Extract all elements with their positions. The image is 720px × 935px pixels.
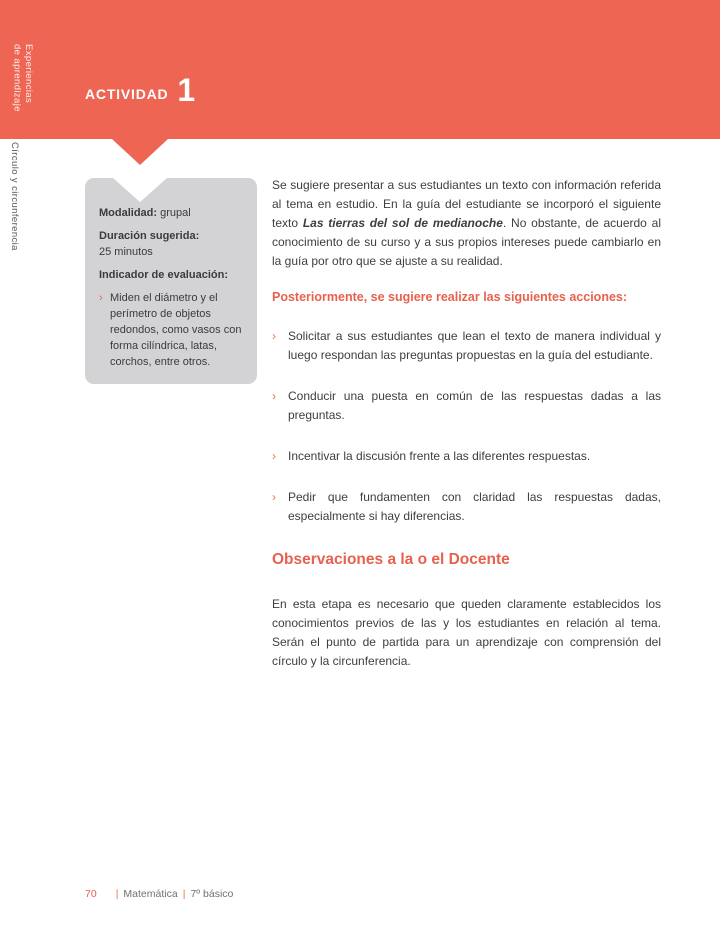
observations-heading: Observaciones a la o el Docente bbox=[272, 551, 510, 568]
duracion-value: 25 minutos bbox=[99, 246, 153, 258]
intro-paragraph bbox=[272, 176, 661, 271]
intro-text-before: Se sugiere presentar a sus estudiantes un texto con información referida al tema en estudio. En la guía del estudiante se incorporó el siguiente texto bbox=[272, 178, 661, 230]
indicador-row bbox=[99, 267, 244, 283]
intro-book-title: Las tierras del sol de medianoche bbox=[302, 216, 503, 230]
page-footer bbox=[85, 888, 233, 900]
action-text: Solicitar a sus estudiantes que lean el texto de manera individual y luego respondan las preguntas propuestas en la guía del estudiante. bbox=[288, 329, 661, 362]
indicador-bullet-item bbox=[99, 290, 244, 370]
action-text: Pedir que fundamenten con claridad las respuestas dadas, especialmente si hay diferencias. bbox=[288, 490, 661, 523]
list-item bbox=[272, 327, 661, 365]
sidebar-section-label: Círculo y circunferencia bbox=[9, 142, 20, 251]
list-item bbox=[272, 488, 661, 526]
chevron-bullet-icon: › bbox=[272, 329, 276, 343]
footer-subject: Matemática bbox=[123, 888, 178, 900]
duracion-row bbox=[99, 228, 244, 260]
footer-grade: 7º básico bbox=[190, 888, 234, 900]
sidebar-tab-label bbox=[11, 44, 34, 112]
list-item bbox=[272, 387, 661, 425]
duracion-label: Duración sugerida: bbox=[99, 230, 200, 242]
actions-heading: Posteriormente, se sugiere realizar las siguientes acciones: bbox=[272, 290, 628, 304]
list-item bbox=[272, 447, 661, 466]
info-box-notch bbox=[113, 178, 167, 202]
activity-label: ACTIVIDAD bbox=[85, 86, 169, 102]
activity-title bbox=[85, 70, 195, 107]
chevron-bullet-icon: › bbox=[272, 389, 276, 403]
activity-info-box bbox=[85, 178, 257, 384]
action-text: Incentivar la discusión frente a las diferentes respuestas. bbox=[288, 449, 591, 463]
sidebar-tab-line2: de aprendizaje bbox=[11, 44, 23, 112]
modalidad-value: grupal bbox=[157, 207, 191, 219]
header-pointer-triangle bbox=[112, 139, 168, 165]
activity-number: 1 bbox=[177, 72, 196, 108]
intro-text-after: . No obstante, de acuerdo al conocimiento de su curso y a sus propios intereses puede cambiarlo en la guía por otro que se ajuste a su realidad. bbox=[272, 216, 661, 268]
chevron-bullet-icon: › bbox=[99, 292, 103, 304]
sidebar-tab-line1: Experiencias bbox=[23, 44, 34, 104]
footer-separator: | bbox=[182, 888, 186, 900]
page-number: 70 bbox=[85, 888, 97, 900]
chevron-bullet-icon: › bbox=[272, 490, 276, 504]
indicador-bullet-text: Miden el diámetro y el perímetro de objetos redondos, como vasos con forma cilíndrica, latas, corchos, entre otros. bbox=[110, 292, 242, 368]
modalidad-label: Modalidad: bbox=[99, 207, 158, 219]
observations-paragraph: En esta etapa es necesario que queden claramente establecidos los conocimientos previos de las y los estudiantes en relación al tema. Serán el punto de partida para un aprendizaje con comprensión del círculo y la circunferencia. bbox=[272, 597, 661, 668]
footer-separator: | bbox=[115, 888, 119, 900]
modalidad-row bbox=[99, 205, 244, 221]
action-text: Conducir una puesta en común de las respuestas dadas a las preguntas. bbox=[288, 389, 661, 422]
actions-list bbox=[272, 327, 661, 548]
indicador-label: Indicador de evaluación: bbox=[99, 269, 228, 281]
chevron-bullet-icon: › bbox=[272, 449, 276, 463]
